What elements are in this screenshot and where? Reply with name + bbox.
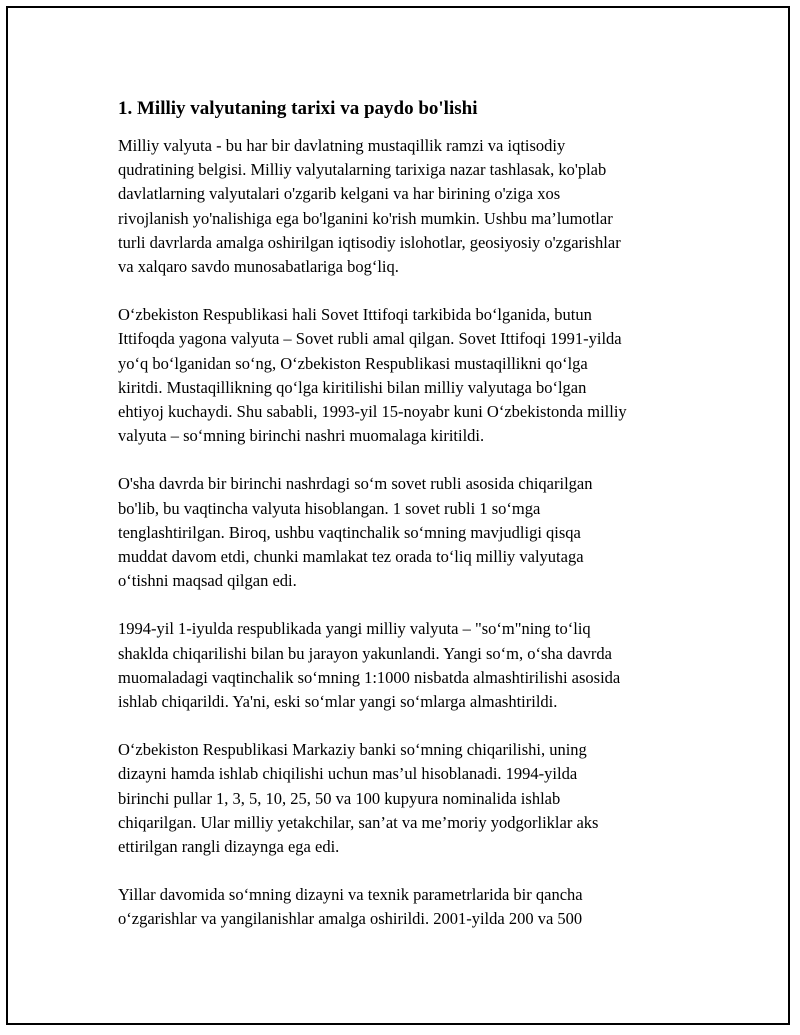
- text-line: Yillar davomida so‘mning dizayni va texnik parametrlarida bir qancha: [118, 885, 583, 905]
- text-line: o‘zgarishlar va yangilanishlar amalga oshirildi. 2001-yilda 200 va 500: [118, 909, 583, 929]
- paragraph: [118, 134, 688, 279]
- text-line: tenglashtirilgan. Biroq, ushbu vaqtinchalik so‘mning mavjudligi qisqa: [118, 522, 581, 542]
- text-line: davlatlarning valyutalari o'zgarib kelgani va har birining o'ziga xos: [118, 184, 561, 204]
- paragraph: [118, 617, 688, 714]
- text-line: O‘zbekiston Respublikasi hali Sovet Ittifoqi tarkibida bo‘lganida, butun: [118, 305, 592, 325]
- paragraph: [118, 303, 688, 448]
- paragraph: [118, 472, 688, 593]
- text-line: Ittifoqda yagona valyuta – Sovet rubli amal qilgan. Sovet Ittifoqi 1991-yilda: [118, 329, 622, 349]
- text-line: kiritdi. Mustaqillikning qo‘lga kiritilishi bilan milliy valyutaga bo‘lgan: [118, 377, 587, 397]
- text-line: muomaladagi vaqtinchalik so‘mning 1:1000 nisbatda almashtirilishi asosida: [118, 667, 621, 687]
- text-line: chiqarilgan. Ular milliy yetakchilar, san’at va me’moriy yodgorliklar aks: [118, 812, 599, 832]
- text-line: ehtiyoj kuchaydi. Shu sababli, 1993-yil 15-noyabr kuni O‘zbekistonda milliy: [118, 402, 627, 422]
- text-line: Milliy valyuta - bu har bir davlatning mustaqillik ramzi va iqtisodiy: [118, 136, 566, 155]
- section-heading: 1. Milliy valyutaning tarixi va paydo bo'lishi: [118, 98, 478, 119]
- text-line: o‘tishni maqsad qilgan edi.: [118, 571, 297, 591]
- text-line: va xalqaro savdo munosabatlariga bog‘liq.: [118, 257, 399, 277]
- text-line: bo'lib, bu vaqtincha valyuta hisoblangan. 1 sovet rubli 1 so‘mga: [118, 498, 541, 518]
- text-line: dizayni hamda ishlab chiqilishi uchun mas’ul hisoblanadi. 1994-yilda: [118, 764, 578, 784]
- text-line: valyuta – so‘mning birinchi nashri muomalaga kiritildi.: [118, 426, 485, 446]
- text-line: O‘zbekiston Respublikasi Markaziy banki so‘mning chiqarilishi, uning: [118, 740, 587, 760]
- text-line: 1994-yil 1-iyulda respublikada yangi milliy valyuta – "so‘m"ning to‘liq: [118, 619, 591, 639]
- text-line: yo‘q bo‘lganidan so‘ng, O‘zbekiston Respublikasi mustaqillikni qo‘lga: [118, 353, 588, 373]
- paragraph: [118, 883, 688, 931]
- text-line: turli davrlarda amalga oshirilgan iqtisodiy islohotlar, geosiyosiy o'zgarishlar: [118, 232, 621, 252]
- text-line: ishlab chiqarildi. Ya'ni, eski so‘mlar yangi so‘mlarga almashtirildi.: [118, 692, 558, 712]
- text-line: shaklda chiqarilishi bilan bu jarayon yakunlandi. Yangi so‘m, o‘sha davrda: [118, 643, 612, 663]
- text-line: O'sha davrda bir birinchi nashrdagi so‘m sovet rubli asosida chiqarilgan: [118, 474, 593, 494]
- document-body: [118, 96, 688, 956]
- paragraph: [118, 738, 688, 859]
- page-frame: [6, 6, 790, 1025]
- text-line: birinchi pullar 1, 3, 5, 10, 25, 50 va 100 kupyura nominalida ishlab: [118, 788, 561, 808]
- paragraph-list: [118, 134, 688, 932]
- text-line: ettirilgan rangli dizaynga ega edi.: [118, 837, 340, 857]
- text-line: rivojlanish yo'nalishiga ega bo'lganini ko'rish mumkin. Ushbu ma’lumotlar: [118, 208, 613, 228]
- text-line: muddat davom etdi, chunki mamlakat tez orada to‘liq milliy valyutaga: [118, 547, 584, 567]
- text-line: qudratining belgisi. Milliy valyutalarning tarixiga nazar tashlasak, ko'plab: [118, 160, 607, 180]
